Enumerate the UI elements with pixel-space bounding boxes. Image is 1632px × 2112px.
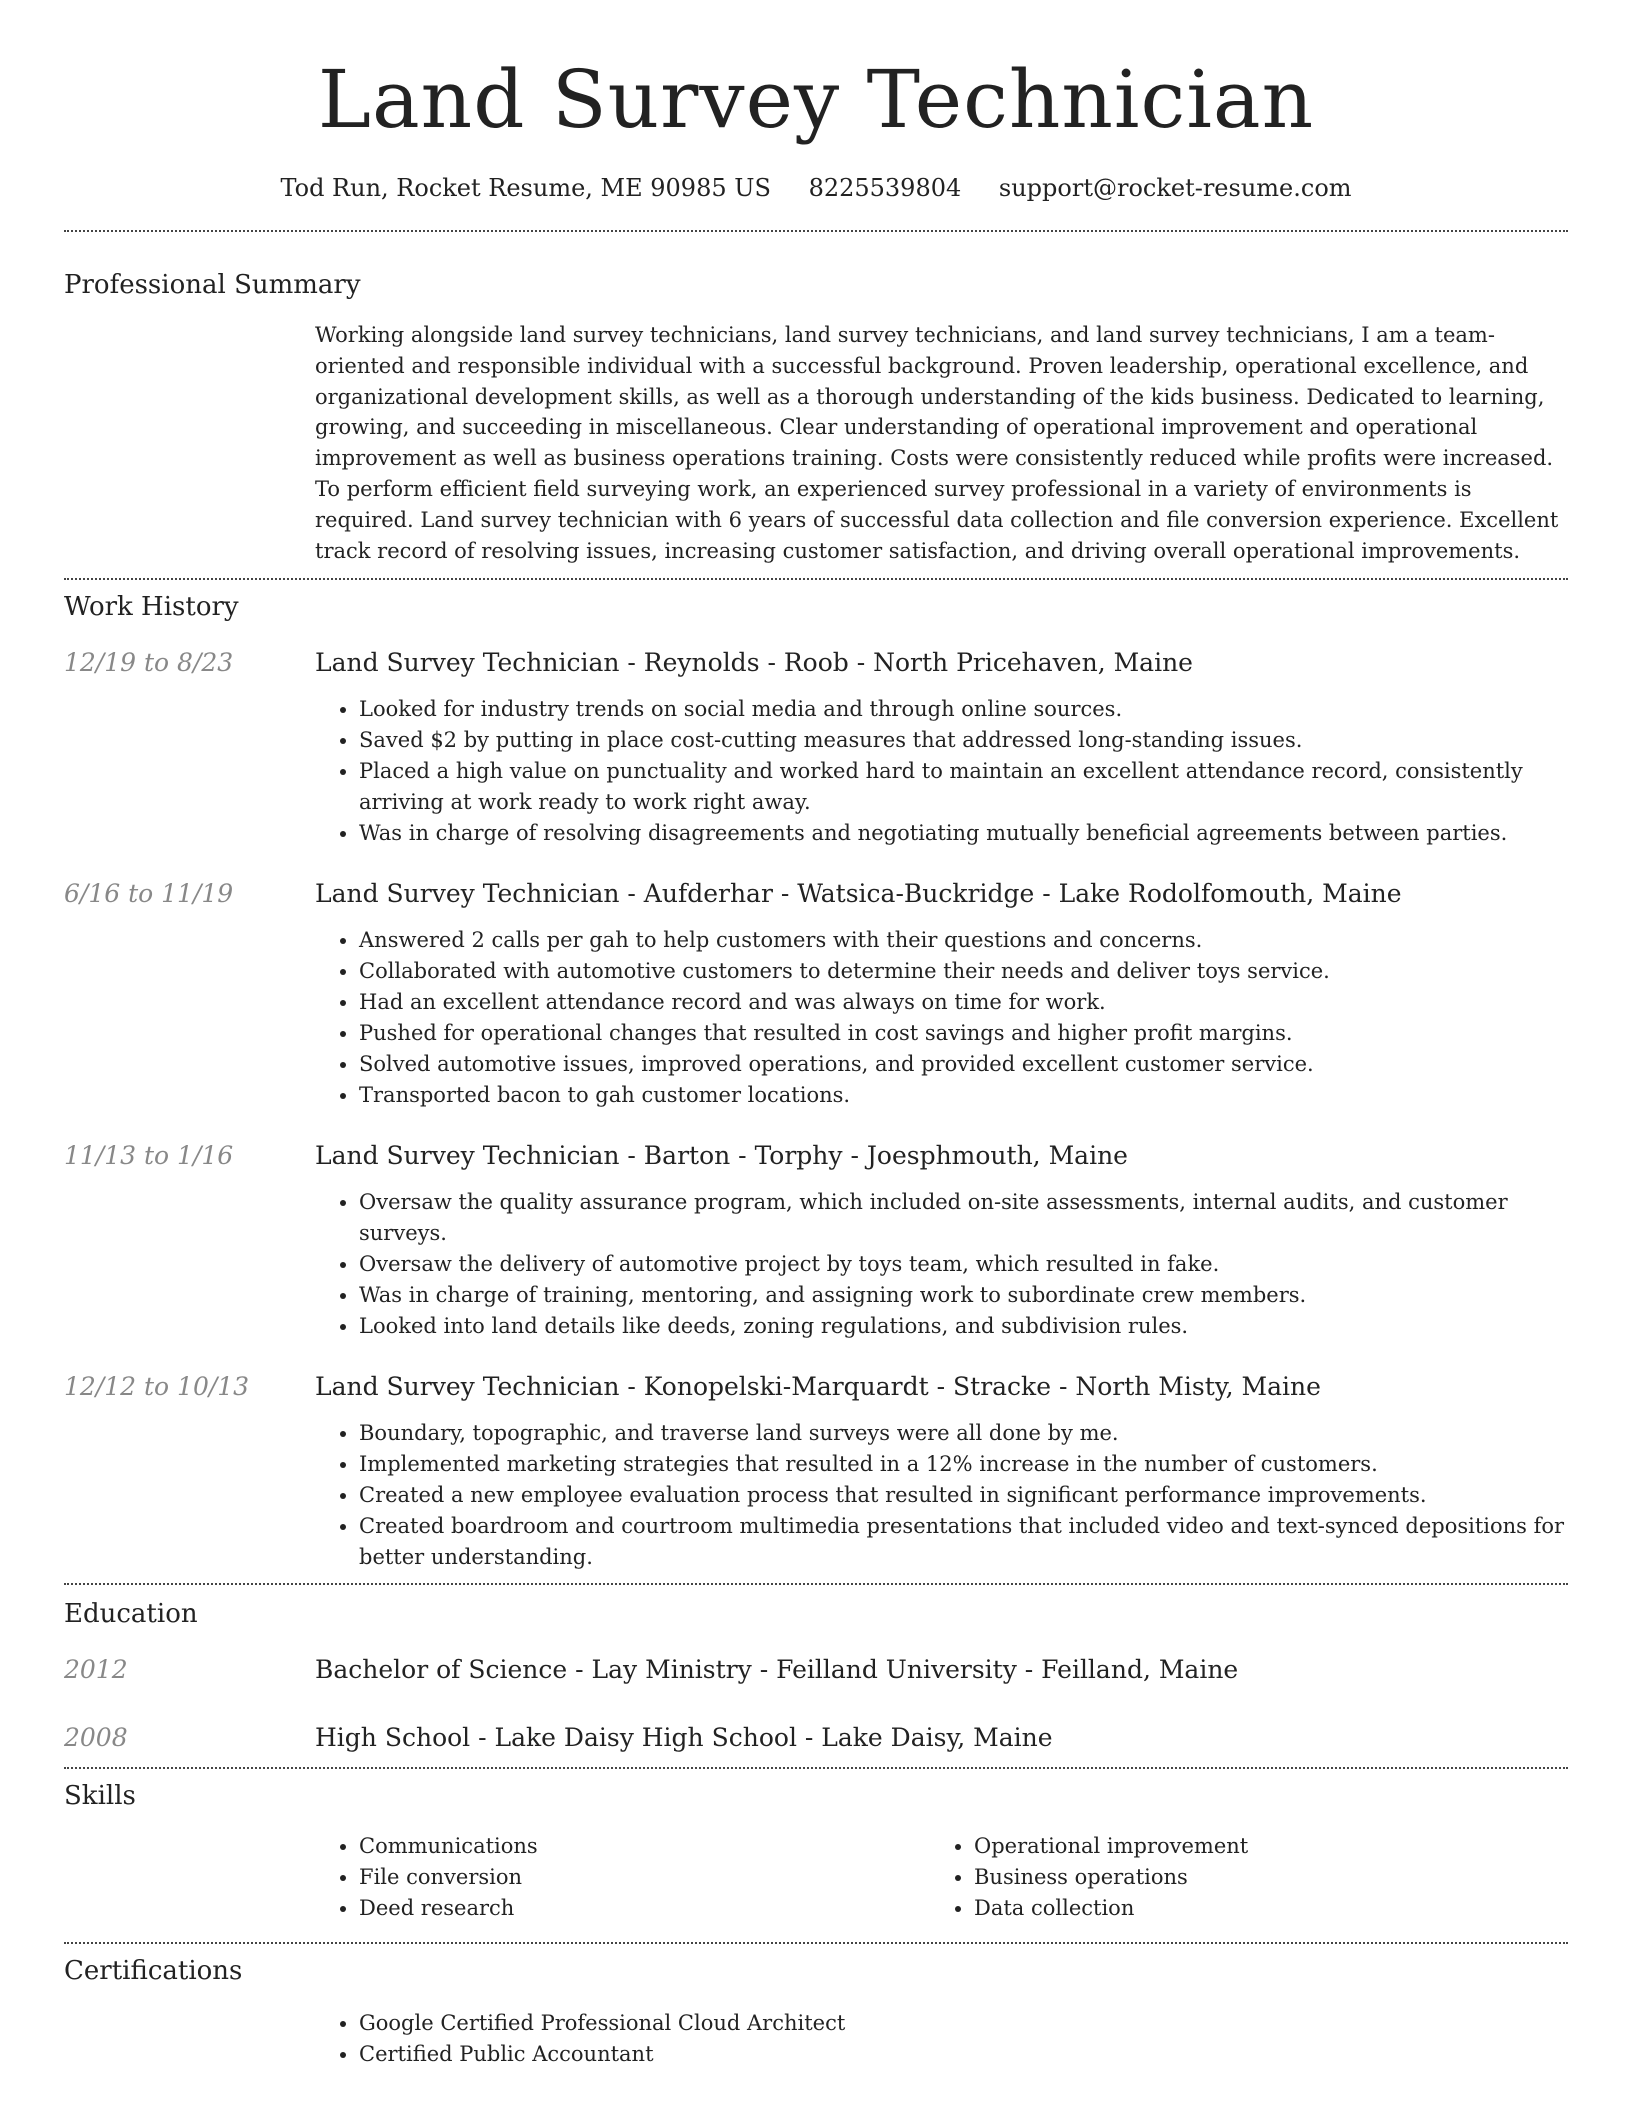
job-bullet: • Transported bacon to gah customer locations.	[359, 1080, 1568, 1111]
contact-line	[0, 172, 1632, 204]
job-date: 12/12 to 10/13	[64, 1372, 250, 1402]
job-date: 11/13 to 1/16	[64, 1141, 234, 1171]
skills-grid	[315, 1831, 1568, 1924]
section-title-summary: Professional Summary	[64, 270, 361, 300]
job-bullet: • Created a new employee evaluation process that resulted in significant performance improvements.	[359, 1480, 1568, 1511]
education-section	[0, 1585, 1632, 1755]
education-entry	[64, 1653, 1568, 1687]
summary-section	[0, 232, 1632, 566]
job-details	[315, 1370, 1568, 1573]
certification-item: • Certified Public Accountant	[359, 2039, 845, 2070]
summary-text: Working alongside land survey technicians, land survey technicians, and land survey technicians, I am a team-oriented and responsible individual with a successful background. Proven leadership, operational excellence, and organizational development skills, as well as a thorough understanding of the kids business. Dedicated to learning, growing, and succeeding in miscellaneous. Clear understanding of operational improvement and operational improvement as well as business operations training. Costs were consistently reduced while profits were increased. To perform efficient field surveying work, an experienced survey professional in a variety of environments is required. Land survey technician with 6 years of successful data collection and file conversion experience. Excellent track record of resolving issues, increasing customer satisfaction, and driving overall operational improvements.	[315, 323, 1559, 563]
job-bullet: • Created boardroom and courtroom multimedia presentations that included video and text-synced depositions for better understanding.	[359, 1511, 1568, 1573]
candidate-name: Land Survey Technician	[317, 53, 1315, 146]
job-date: 6/16 to 11/19	[64, 879, 234, 909]
job-bullet: • Answered 2 calls per gah to help customers with their questions and concerns.	[359, 925, 1568, 956]
education-date: 2008	[64, 1723, 128, 1753]
job-bullets	[315, 925, 1568, 1111]
section-title-certifications: Certifications	[64, 1956, 243, 1987]
job-bullet: • Had an excellent attendance record and was always on time for work.	[359, 987, 1568, 1018]
section-title-education: Education	[64, 1599, 198, 1630]
job-entry	[64, 646, 1568, 849]
job-details	[315, 1139, 1568, 1342]
skills-section	[0, 1769, 1632, 1924]
job-bullet: • Was in charge of training, mentoring, and assigning work to subordinate crew members.	[359, 1280, 1568, 1311]
job-details	[315, 877, 1568, 1111]
job-bullets	[315, 694, 1568, 849]
skill-item: • Communications	[359, 1831, 930, 1862]
skills-column-right	[930, 1831, 1248, 1924]
job-title: Land Survey Technician - Barton - Torphy - Joesphmouth, Maine	[315, 1141, 1128, 1171]
skill-item: • File conversion	[359, 1862, 930, 1893]
job-bullets	[315, 1187, 1568, 1342]
certification-item: • Google Certified Professional Cloud Architect	[359, 2008, 845, 2039]
job-title: Land Survey Technician - Aufderhar - Watsica-Buckridge - Lake Rodolfomouth, Maine	[315, 879, 1402, 909]
contact-address: Tod Run, Rocket Resume, ME 90985 US	[280, 174, 771, 202]
job-title: Land Survey Technician - Konopelski-Marquardt - Stracke - North Misty, Maine	[315, 1372, 1321, 1402]
education-date: 2012	[64, 1655, 128, 1685]
job-details	[315, 646, 1568, 849]
job-bullet: • Pushed for operational changes that resulted in cost savings and higher profit margins.	[359, 1018, 1568, 1049]
job-bullet: • Oversaw the delivery of automotive project by toys team, which resulted in fake.	[359, 1249, 1568, 1280]
education-title: High School - Lake Daisy High School - Lake Daisy, Maine	[315, 1723, 1053, 1753]
certifications-list	[315, 2008, 1568, 2070]
education-title: Bachelor of Science - Lay Ministry - Feilland University - Feilland, Maine	[315, 1655, 1239, 1685]
job-entry	[64, 1370, 1568, 1573]
certifications-section	[0, 1944, 1632, 2070]
skill-item: • Operational improvement	[974, 1831, 1248, 1862]
job-bullet: • Collaborated with automotive customers to determine their needs and deliver toys service.	[359, 956, 1568, 987]
job-bullet: • Placed a high value on punctuality and worked hard to maintain an excellent attendance record, consistently arriving at work ready to work right away.	[359, 756, 1568, 818]
job-bullet: • Solved automotive issues, improved operations, and provided excellent customer service.	[359, 1049, 1568, 1080]
job-entry	[64, 877, 1568, 1111]
skill-item: • Business operations	[974, 1862, 1248, 1893]
skill-item: • Data collection	[974, 1893, 1248, 1924]
education-details	[315, 1721, 1568, 1755]
work-history-section	[0, 580, 1632, 1573]
education-entry	[64, 1721, 1568, 1755]
job-bullet: • Looked for industry trends on social media and through online sources.	[359, 694, 1568, 725]
education-details	[315, 1653, 1568, 1687]
job-bullet: • Was in charge of resolving disagreements and negotiating mutually beneficial agreements between parties.	[359, 818, 1568, 849]
skill-item: • Deed research	[359, 1893, 930, 1924]
section-title-skills: Skills	[64, 1781, 136, 1812]
job-bullets	[315, 1418, 1568, 1573]
job-entry	[64, 1139, 1568, 1342]
job-title: Land Survey Technician - Reynolds - Roob - North Pricehaven, Maine	[315, 648, 1193, 678]
certifications-column	[315, 2008, 845, 2070]
job-bullet: • Implemented marketing strategies that resulted in a 12% increase in the number of customers.	[359, 1449, 1568, 1480]
job-bullet: • Oversaw the quality assurance program, which included on-site assessments, internal audits, and customer surveys.	[359, 1187, 1568, 1249]
job-bullet: • Boundary, topographic, and traverse land surveys were all done by me.	[359, 1418, 1568, 1449]
skills-column-left	[315, 1831, 930, 1924]
job-date: 12/19 to 8/23	[64, 648, 234, 678]
job-bullet: • Saved $2 by putting in place cost-cutting measures that addressed long-standing issues.	[359, 725, 1568, 756]
contact-email[interactable]: support@rocket-resume.com	[998, 174, 1352, 202]
section-title-work-history: Work History	[64, 592, 239, 623]
resume-header	[0, 0, 1632, 204]
contact-phone[interactable]: 8225539804	[808, 174, 962, 202]
job-bullet: • Looked into land details like deeds, zoning regulations, and subdivision rules.	[359, 1311, 1568, 1342]
